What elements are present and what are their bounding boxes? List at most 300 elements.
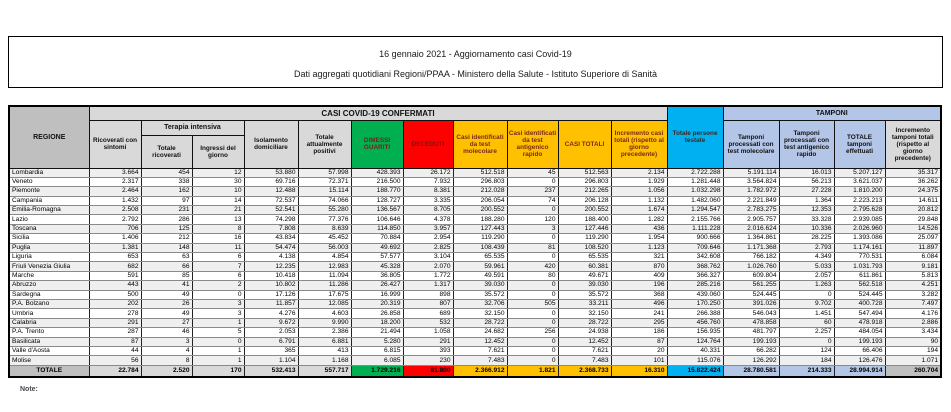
value-cell: 44 bbox=[89, 346, 141, 355]
value-cell: 35.572 bbox=[558, 290, 611, 299]
value-cell: 14.611 bbox=[885, 196, 941, 205]
table-row bbox=[9, 309, 941, 318]
value-cell: 0 bbox=[192, 290, 244, 299]
value-cell: 45 bbox=[507, 168, 558, 177]
value-cell: 8.381 bbox=[403, 187, 453, 196]
value-cell: 524.445 bbox=[834, 290, 885, 299]
total-value-cell: 2.520 bbox=[141, 365, 192, 377]
report-title-box bbox=[8, 36, 943, 88]
value-cell: 653 bbox=[89, 253, 141, 262]
value-cell: 12.235 bbox=[244, 262, 298, 271]
value-cell: 12.452 bbox=[558, 337, 611, 346]
value-cell: 25.097 bbox=[885, 234, 941, 243]
value-cell: 57.577 bbox=[351, 253, 403, 262]
value-cell: 6.791 bbox=[244, 337, 298, 346]
value-cell: 26 bbox=[141, 299, 192, 308]
value-cell: 56.213 bbox=[779, 177, 834, 186]
value-cell: 512.563 bbox=[558, 168, 611, 177]
value-cell: 484.054 bbox=[834, 328, 885, 337]
value-cell: 400.728 bbox=[834, 299, 885, 308]
value-cell: 17.675 bbox=[298, 290, 351, 299]
value-cell: 77.376 bbox=[298, 215, 351, 224]
region-name-cell: Sicilia bbox=[9, 234, 89, 243]
table-header bbox=[9, 106, 941, 168]
value-cell: 532 bbox=[403, 318, 453, 327]
region-name-cell: Molise bbox=[9, 356, 89, 365]
header-group-tamponi: TAMPONI bbox=[723, 106, 941, 120]
value-cell: 682 bbox=[89, 262, 141, 271]
value-cell: 24.938 bbox=[558, 328, 611, 337]
value-cell: 237 bbox=[507, 187, 558, 196]
value-cell: 562.518 bbox=[834, 281, 885, 290]
value-cell: 60 bbox=[779, 318, 834, 327]
value-cell: 114.850 bbox=[351, 224, 403, 233]
value-cell: 3 bbox=[192, 299, 244, 308]
value-cell: 4.251 bbox=[885, 281, 941, 290]
value-cell: 12.353 bbox=[779, 206, 834, 215]
value-cell: 127.443 bbox=[453, 224, 507, 233]
value-cell: 188.770 bbox=[351, 187, 403, 196]
total-value-cell: 16.310 bbox=[611, 365, 667, 377]
value-cell: 409 bbox=[611, 271, 667, 280]
value-cell: 2.795.628 bbox=[834, 206, 885, 215]
table-row bbox=[9, 234, 941, 243]
value-cell: 162 bbox=[141, 187, 192, 196]
value-cell: 5.191.114 bbox=[723, 168, 779, 177]
value-cell: 561.255 bbox=[723, 281, 779, 290]
value-cell: 6.881 bbox=[298, 337, 351, 346]
value-cell: 2.317 bbox=[89, 177, 141, 186]
table-row bbox=[9, 196, 941, 205]
value-cell: 9.181 bbox=[885, 262, 941, 271]
value-cell: 7.483 bbox=[558, 356, 611, 365]
total-row bbox=[9, 365, 941, 377]
value-cell: 2.793 bbox=[779, 243, 834, 252]
value-cell: 3.104 bbox=[403, 253, 453, 262]
value-cell: 4 bbox=[141, 346, 192, 355]
value-cell: 18.200 bbox=[351, 318, 403, 327]
table-row bbox=[9, 224, 941, 233]
value-cell: 33.328 bbox=[779, 215, 834, 224]
value-cell: 0 bbox=[779, 290, 834, 299]
value-cell: 2.905.757 bbox=[723, 215, 779, 224]
value-cell: 1.929 bbox=[611, 177, 667, 186]
value-cell: 12.488 bbox=[244, 187, 298, 196]
value-cell: 36.805 bbox=[351, 271, 403, 280]
value-cell: 108.439 bbox=[453, 243, 507, 252]
value-cell: 0 bbox=[507, 253, 558, 262]
value-cell: 188.400 bbox=[558, 215, 611, 224]
value-cell: 28.722 bbox=[558, 318, 611, 327]
value-cell: 33.211 bbox=[558, 299, 611, 308]
value-cell: 32.150 bbox=[558, 309, 611, 318]
value-cell: 1.317 bbox=[403, 281, 453, 290]
value-cell: 49 bbox=[141, 309, 192, 318]
value-cell: 3 bbox=[192, 309, 244, 318]
total-value-cell: 2.368.733 bbox=[558, 365, 611, 377]
value-cell: 7.483 bbox=[453, 356, 507, 365]
value-cell: 27.228 bbox=[779, 187, 834, 196]
total-value-cell: 15.822.424 bbox=[667, 365, 723, 377]
total-value-cell: 170 bbox=[192, 365, 244, 377]
region-name-cell: Basilicata bbox=[9, 337, 89, 346]
value-cell: 2.722.288 bbox=[667, 168, 723, 177]
value-cell: 2.464 bbox=[89, 187, 141, 196]
value-cell: 709.646 bbox=[667, 243, 723, 252]
table-row bbox=[9, 187, 941, 196]
value-cell: 3.564.824 bbox=[723, 177, 779, 186]
value-cell: 1.406 bbox=[89, 234, 141, 243]
header-incremento-casi: Incremento casi totali (rispetto al giorno precedente) bbox=[611, 120, 667, 168]
value-cell: 8.705 bbox=[403, 206, 453, 215]
value-cell: 66.282 bbox=[723, 346, 779, 355]
value-cell: 8 bbox=[192, 224, 244, 233]
value-cell: 413 bbox=[298, 346, 351, 355]
value-cell: 4.349 bbox=[779, 253, 834, 262]
value-cell: 6 bbox=[192, 253, 244, 262]
table-row bbox=[9, 262, 941, 271]
value-cell: 119.290 bbox=[558, 234, 611, 243]
value-cell: 6.815 bbox=[351, 346, 403, 355]
value-cell: 7.808 bbox=[244, 224, 298, 233]
value-cell: 10.418 bbox=[244, 271, 298, 280]
value-cell: 524.445 bbox=[723, 290, 779, 299]
value-cell: 2.221.849 bbox=[723, 196, 779, 205]
value-cell: 454 bbox=[141, 168, 192, 177]
value-cell: 4.138 bbox=[244, 253, 298, 262]
value-cell: 5 bbox=[192, 328, 244, 337]
value-cell: 1.364 bbox=[779, 196, 834, 205]
value-cell: 136.567 bbox=[351, 206, 403, 215]
value-cell: 69.716 bbox=[244, 177, 298, 186]
value-cell: 7.621 bbox=[453, 346, 507, 355]
value-cell: 199.193 bbox=[723, 337, 779, 346]
region-name-cell: Emilia-Romagna bbox=[9, 206, 89, 215]
header-group-terapia-intensiva: Terapia intensiva bbox=[141, 120, 244, 135]
value-cell: 128.727 bbox=[351, 196, 403, 205]
value-cell: 2.053 bbox=[244, 328, 298, 337]
value-cell: 49 bbox=[141, 290, 192, 299]
value-cell: 21 bbox=[192, 206, 244, 215]
header-incremento-tamponi: Incremento tamponi totali (rispetto al giorno precedente) bbox=[885, 120, 941, 168]
region-name-cell: P.A. Trento bbox=[9, 328, 89, 337]
value-cell: 1.056 bbox=[611, 187, 667, 196]
value-cell: 206.128 bbox=[558, 196, 611, 205]
table-row bbox=[9, 253, 941, 262]
value-cell: 56.003 bbox=[298, 243, 351, 252]
value-cell: 32.706 bbox=[453, 299, 507, 308]
table-row bbox=[9, 290, 941, 299]
value-cell: 591 bbox=[89, 271, 141, 280]
value-cell: 39.030 bbox=[453, 281, 507, 290]
value-cell: 66.406 bbox=[834, 346, 885, 355]
value-cell: 72.537 bbox=[244, 196, 298, 205]
region-name-cell: Calabria bbox=[9, 318, 89, 327]
value-cell: 366.327 bbox=[667, 271, 723, 280]
value-cell: 3.434 bbox=[885, 328, 941, 337]
value-cell: 1.058 bbox=[403, 328, 453, 337]
table-row bbox=[9, 337, 941, 346]
value-cell: 12.452 bbox=[453, 337, 507, 346]
value-cell: 49.671 bbox=[558, 271, 611, 280]
value-cell: 2 bbox=[192, 281, 244, 290]
value-cell: 54.474 bbox=[244, 243, 298, 252]
value-cell: 436 bbox=[611, 224, 667, 233]
total-value-cell: 81.800 bbox=[403, 365, 453, 377]
value-cell: 6.085 bbox=[351, 356, 403, 365]
value-cell: 2.223.213 bbox=[834, 196, 885, 205]
value-cell: 16.999 bbox=[351, 290, 403, 299]
value-cell: 900.666 bbox=[667, 234, 723, 243]
value-cell: 1.674 bbox=[611, 206, 667, 215]
value-cell: 74.298 bbox=[244, 215, 298, 224]
value-cell: 1.032.298 bbox=[667, 187, 723, 196]
value-cell: 20.319 bbox=[351, 299, 403, 308]
value-cell: 1.281.448 bbox=[667, 177, 723, 186]
value-cell: 870 bbox=[611, 262, 667, 271]
value-cell: 14 bbox=[192, 196, 244, 205]
value-cell: 21.494 bbox=[351, 328, 403, 337]
value-cell: 481.797 bbox=[723, 328, 779, 337]
value-cell: 256 bbox=[507, 328, 558, 337]
value-cell: 66 bbox=[141, 262, 192, 271]
value-cell: 10.336 bbox=[779, 224, 834, 233]
value-cell: 2.134 bbox=[611, 168, 667, 177]
value-cell: 365 bbox=[244, 346, 298, 355]
value-cell: 56 bbox=[89, 356, 141, 365]
value-cell: 9.990 bbox=[298, 318, 351, 327]
value-cell: 766.182 bbox=[723, 253, 779, 262]
table-row bbox=[9, 177, 941, 186]
value-cell: 1.451 bbox=[779, 309, 834, 318]
value-cell: 547.494 bbox=[834, 309, 885, 318]
value-cell: 611.861 bbox=[834, 271, 885, 280]
value-cell: 126.476 bbox=[834, 356, 885, 365]
value-cell: 11.094 bbox=[298, 271, 351, 280]
value-cell: 478.918 bbox=[834, 318, 885, 327]
value-cell: 124.764 bbox=[667, 337, 723, 346]
value-cell: 5.207.127 bbox=[834, 168, 885, 177]
value-cell: 87 bbox=[89, 337, 141, 346]
value-cell: 1.294.547 bbox=[667, 206, 723, 215]
value-cell: 7.621 bbox=[558, 346, 611, 355]
value-cell: 28.225 bbox=[779, 234, 834, 243]
value-cell: 49.591 bbox=[453, 271, 507, 280]
value-cell: 428.393 bbox=[351, 168, 403, 177]
value-cell: 212 bbox=[141, 234, 192, 243]
header-casi-test-antigenico: Casi identificati da test antigenico rapido bbox=[507, 120, 558, 168]
covid-data-table-wrapper bbox=[8, 105, 942, 378]
value-cell: 4.603 bbox=[298, 309, 351, 318]
value-cell: 2.057 bbox=[779, 271, 834, 280]
value-cell: 2.783.275 bbox=[723, 206, 779, 215]
value-cell: 2.016.624 bbox=[723, 224, 779, 233]
total-value-cell: 28.780.581 bbox=[723, 365, 779, 377]
table-row bbox=[9, 215, 941, 224]
value-cell: 11 bbox=[192, 243, 244, 252]
value-cell: 106.646 bbox=[351, 215, 403, 224]
value-cell: 609.804 bbox=[723, 271, 779, 280]
value-cell: 20 bbox=[611, 346, 667, 355]
value-cell: 278 bbox=[89, 309, 141, 318]
total-value-cell: 214.333 bbox=[779, 365, 834, 377]
region-name-cell: Piemonte bbox=[9, 187, 89, 196]
value-cell: 59.961 bbox=[453, 262, 507, 271]
value-cell: 285.216 bbox=[667, 281, 723, 290]
value-cell: 296.803 bbox=[453, 177, 507, 186]
value-cell: 3 bbox=[141, 337, 192, 346]
total-value-cell: 2.366.912 bbox=[453, 365, 507, 377]
value-cell: 286 bbox=[141, 215, 192, 224]
value-cell: 0 bbox=[507, 318, 558, 327]
value-cell: 546.043 bbox=[723, 309, 779, 318]
value-cell: 26.427 bbox=[351, 281, 403, 290]
value-cell: 87 bbox=[611, 337, 667, 346]
value-cell: 2.070 bbox=[403, 262, 453, 271]
table-row bbox=[9, 243, 941, 252]
total-value-cell: 22.784 bbox=[89, 365, 141, 377]
report-subtitle: Dati aggregati quotidiani Regioni/PPAA - Ministero della Salute - Istituto Superiore di Sanità bbox=[293, 69, 658, 79]
value-cell: 5.033 bbox=[779, 262, 834, 271]
value-cell: 12.085 bbox=[298, 299, 351, 308]
value-cell: 29.848 bbox=[885, 215, 941, 224]
table-row bbox=[9, 356, 941, 365]
value-cell: 212.028 bbox=[453, 187, 507, 196]
value-cell: 420 bbox=[507, 262, 558, 271]
value-cell: 2.155.766 bbox=[667, 215, 723, 224]
value-cell: 1 bbox=[192, 356, 244, 365]
value-cell: 9.672 bbox=[244, 318, 298, 327]
value-cell: 4.378 bbox=[403, 215, 453, 224]
value-cell: 7 bbox=[192, 262, 244, 271]
value-cell: 32.150 bbox=[453, 309, 507, 318]
value-cell: 1.772 bbox=[403, 271, 453, 280]
table-row bbox=[9, 346, 941, 355]
value-cell: 231 bbox=[141, 206, 192, 215]
value-cell: 439.060 bbox=[667, 290, 723, 299]
value-cell: 391.026 bbox=[723, 299, 779, 308]
value-cell: 10.802 bbox=[244, 281, 298, 290]
value-cell: 291 bbox=[89, 318, 141, 327]
value-cell: 202 bbox=[89, 299, 141, 308]
value-cell: 45.328 bbox=[351, 262, 403, 271]
region-name-cell: Marche bbox=[9, 271, 89, 280]
value-cell: 126.292 bbox=[723, 356, 779, 365]
value-cell: 807 bbox=[403, 299, 453, 308]
header-isolamento-domiciliare: Isolamento domiciliare bbox=[244, 120, 298, 168]
value-cell: 184 bbox=[779, 356, 834, 365]
value-cell: 170.250 bbox=[667, 299, 723, 308]
total-value-cell: 260.704 bbox=[885, 365, 941, 377]
value-cell: 0 bbox=[507, 281, 558, 290]
value-cell: 1.263 bbox=[779, 281, 834, 290]
value-cell: 2.939.085 bbox=[834, 215, 885, 224]
value-cell: 0 bbox=[507, 206, 558, 215]
value-cell: 36.262 bbox=[885, 177, 941, 186]
value-cell: 6.084 bbox=[885, 253, 941, 262]
value-cell: 291 bbox=[403, 337, 453, 346]
value-cell: 1.031.793 bbox=[834, 262, 885, 271]
value-cell: 97 bbox=[141, 196, 192, 205]
value-cell: 1.482.060 bbox=[667, 196, 723, 205]
value-cell: 156.935 bbox=[667, 328, 723, 337]
value-cell: 15.114 bbox=[298, 187, 351, 196]
value-cell: 124 bbox=[779, 346, 834, 355]
total-value-cell: 1.729.216 bbox=[351, 365, 403, 377]
value-cell: 11.897 bbox=[885, 243, 941, 252]
value-cell: 0 bbox=[507, 346, 558, 355]
header-casi-totali: CASI TOTALI bbox=[558, 120, 611, 168]
value-cell: 1.132 bbox=[611, 196, 667, 205]
value-cell: 1.954 bbox=[611, 234, 667, 243]
value-cell: 212.265 bbox=[558, 187, 611, 196]
value-cell: 443 bbox=[89, 281, 141, 290]
value-cell: 24.375 bbox=[885, 187, 941, 196]
header-deceduti: DECEDUTI bbox=[403, 120, 453, 168]
value-cell: 1.381 bbox=[89, 243, 141, 252]
covid-data-table bbox=[8, 105, 942, 378]
value-cell: 216.500 bbox=[351, 177, 403, 186]
value-cell: 57.998 bbox=[298, 168, 351, 177]
region-name-cell: Friuli Venezia Giulia bbox=[9, 262, 89, 271]
value-cell: 13 bbox=[192, 215, 244, 224]
value-cell: 200.552 bbox=[453, 206, 507, 215]
header-casi-test-molecolare: Casi identificati da test molecolare bbox=[453, 120, 507, 168]
value-cell: 90 bbox=[885, 337, 941, 346]
value-cell: 1.282 bbox=[611, 215, 667, 224]
value-cell: 689 bbox=[403, 309, 453, 318]
value-cell: 12.983 bbox=[298, 262, 351, 271]
value-cell: 496 bbox=[611, 299, 667, 308]
value-cell: 321 bbox=[611, 253, 667, 262]
value-cell: 125 bbox=[141, 224, 192, 233]
value-cell: 1.364.861 bbox=[723, 234, 779, 243]
value-cell: 16.013 bbox=[779, 168, 834, 177]
value-cell: 14.526 bbox=[885, 224, 941, 233]
value-cell: 1.171.368 bbox=[723, 243, 779, 252]
header-regione: REGIONE bbox=[9, 106, 89, 168]
value-cell: 148 bbox=[141, 243, 192, 252]
value-cell: 206.054 bbox=[453, 196, 507, 205]
total-value-cell: 28.994.914 bbox=[834, 365, 885, 377]
value-cell: 2.886 bbox=[885, 318, 941, 327]
value-cell: 39.030 bbox=[558, 281, 611, 290]
value-cell: 60.381 bbox=[558, 262, 611, 271]
value-cell: 3.664 bbox=[89, 168, 141, 177]
value-cell: 7.932 bbox=[403, 177, 453, 186]
table-row bbox=[9, 168, 941, 177]
value-cell: 1.168 bbox=[298, 356, 351, 365]
value-cell: 287 bbox=[89, 328, 141, 337]
value-cell: 7.497 bbox=[885, 299, 941, 308]
value-cell: 2.825 bbox=[403, 243, 453, 252]
value-cell: 1.111.228 bbox=[667, 224, 723, 233]
region-name-cell: Lazio bbox=[9, 215, 89, 224]
table-row bbox=[9, 299, 941, 308]
value-cell: 65.535 bbox=[453, 253, 507, 262]
header-ricoverati-con-sintomi: Ricoverati con sintomi bbox=[89, 120, 141, 168]
value-cell: 0 bbox=[507, 309, 558, 318]
value-cell: 3.957 bbox=[403, 224, 453, 233]
value-cell: 338 bbox=[141, 177, 192, 186]
value-cell: 85 bbox=[141, 271, 192, 280]
value-cell: 188.280 bbox=[453, 215, 507, 224]
value-cell: 2.257 bbox=[779, 328, 834, 337]
table-row bbox=[9, 271, 941, 280]
value-cell: 295 bbox=[611, 318, 667, 327]
value-cell: 500 bbox=[89, 290, 141, 299]
total-value-cell: 557.717 bbox=[298, 365, 351, 377]
